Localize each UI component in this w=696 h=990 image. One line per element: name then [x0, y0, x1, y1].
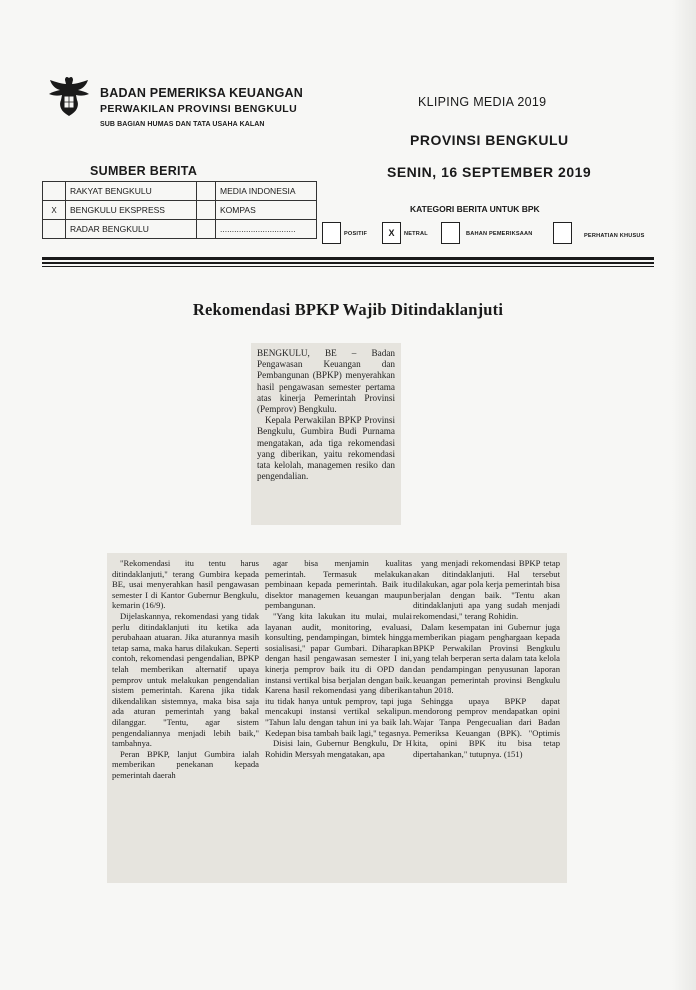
body-paragraph: "Yang kita lakukan itu mulai, mulai layanan audit, monitoring, evaluasi, konsulting, pendampingan, bimtek hingga sosialisasi," papar Gumbari. Diharapkan dengan hasil pengawasan semester I ini, kinerja pemprov baik itu di OPD dan instansi vertikal bisa berjalan dengan baik. Karena hasil rekomendasi yang diberikan itu tidak hanya untuk pemprov, tapi juga mencakupi instansi vertikal sekalipun. "Tahun lalu dengan tahun ini ya baik lah. Kedepan bisa tambah baik lagi," tegasnya. [265, 610, 412, 738]
body-paragraph: Sehingga upaya BPKP dapat mendorong pemprov mendapatkan opini Wajar Tanpa Pengecualian dari Badan Pemeriksa Keuangan (BPK). "Optimis kita, opini BPK itu bisa tetap dipertahankan," tutupnya. (151) [413, 695, 560, 759]
source-name: ................................ [216, 220, 317, 239]
article-column [413, 558, 560, 880]
article-column [265, 558, 412, 880]
divider [42, 266, 654, 267]
sources-table [42, 181, 317, 239]
source-row [43, 220, 317, 239]
divider [42, 262, 654, 264]
source-row [43, 201, 317, 220]
category-label: BAHAN PEMERIKSAAN [466, 231, 533, 237]
source-mark: X [43, 201, 66, 220]
body-paragraph: "Rekomendasi itu tentu harus ditindaklanjuti," terang Gumbira kepada BE, usai menyerahkan hasil pengawasan semester I di Kantor Gubernur Bengkulu, kemarin (16/9). [112, 558, 259, 611]
article-lead [251, 343, 401, 525]
source-name: BENGKULU EKSPRESS [66, 201, 197, 220]
category-checkbox-netral: X [382, 222, 401, 244]
body-paragraph: Peran BPKP, lanjut Gumbira ialah memberikan penekanan kepada pemerintah daerah [112, 748, 259, 780]
source-mark [43, 220, 66, 239]
lead-paragraph: Kepala Perwakilan BPKP Provinsi Bengkulu, Gumbira Budi Purnama mengatakan, ada tiga rekomendasi yang diberikan, yaitu rekomendasi tata kelolah, managemen resiko dan pengendalian. [257, 415, 395, 482]
category-label: PERHATIAN KHUSUS [584, 233, 645, 239]
clipping-date: SENIN, 16 SEPTEMBER 2019 [387, 164, 592, 180]
body-paragraph: Dalam kesempatan ini Gubernur juga memberikan piagam penghargaan kepada BPKP Perwakilan Provinsi Bengkulu yang telah berperan serta dalam tata kelola dan pendampingan penyusunan laporan keuangan pemerintah provinsi Bengkulu tahun 2018. [413, 621, 560, 696]
garuda-emblem-icon [44, 74, 94, 118]
kliping-title: KLIPING MEDIA 2019 [418, 95, 547, 109]
source-name: RAKYAT BENGKULU [66, 182, 197, 201]
source-name: RADAR BENGKULU [66, 220, 197, 239]
lead-paragraph: BENGKULU, BE – Badan Pengawasan Keuangan dan Pembangunan (BPKP) menyerahkan hasil pengawasan semester pertama atas kinerja Pemerintah Provinsi (Pemprov) Bengkulu. [257, 348, 395, 415]
article-headline: Rekomendasi BPKP Wajib Ditindaklanjuti [192, 300, 504, 319]
source-mark [43, 182, 66, 201]
article-body [107, 553, 567, 883]
category-title: KATEGORI BERITA UNTUK BPK [410, 204, 540, 214]
article-column [112, 558, 259, 880]
page-edge [672, 0, 696, 990]
category-checkbox-positif [322, 222, 341, 244]
sources-title: SUMBER BERITA [90, 164, 198, 178]
category-checkbox-bahan [441, 222, 460, 244]
category-label: POSITIF [344, 231, 368, 237]
body-paragraph: agar bisa menjamin kualitas pemerintah. Termasuk melakukan pembinaan kepada pemerintah. Baik itu disektor managemen keuangan maupun pembangunan. [265, 558, 412, 611]
divider [42, 257, 654, 260]
body-paragraph: Disisi lain, Gubernur Bengkulu, Dr H Rohidin Mersyah mengatakan, apa [265, 738, 412, 759]
source-row [43, 182, 317, 201]
org-unit: SUB BAGIAN HUMAS DAN TATA USAHA KALAN [100, 121, 265, 128]
category-checkbox-perhatian [553, 222, 572, 244]
category-label: NETRAL [404, 231, 428, 237]
province-title: PROVINSI BENGKULU [410, 132, 569, 148]
org-branch: PERWAKILAN PROVINSI BENGKULU [100, 103, 298, 115]
body-paragraph: Dijelaskannya, rekomendasi yang tidak perlu ditindaklanjuti itu ketika ada perubahaan atuaran. Jika aturannya masih tetap sama, maka harus dilakukan. Seperti contoh, rekomendasi pengendalian, BPKP telah memberikan alternatif upaya pemprov untuk melakukan pengendalian sistem pemerintah. Karena jika tidak dikendalikan sistemnya, maka bisa saja ada aturan pemerintah yang bakal dilanggar. "Tentu, agar sistem pengendaliannya menjadi lebih baik," tambahnya. [112, 610, 259, 749]
source-name: KOMPAS [216, 201, 317, 220]
source-name: MEDIA INDONESIA [216, 182, 317, 201]
org-name: BADAN PEMERIKSA KEUANGAN [100, 86, 303, 100]
body-paragraph: yang menjadi rekomendasi BPKP tetap akan ditindaklanjuti. Hal tersebut dilakukan, agar pola kerja pemerintah bisa berjalan dengan baik. "Tentu akan ditindaklanjuti apa yang sudah menjadi rekomendasi," terang Rohidin. [413, 558, 560, 621]
